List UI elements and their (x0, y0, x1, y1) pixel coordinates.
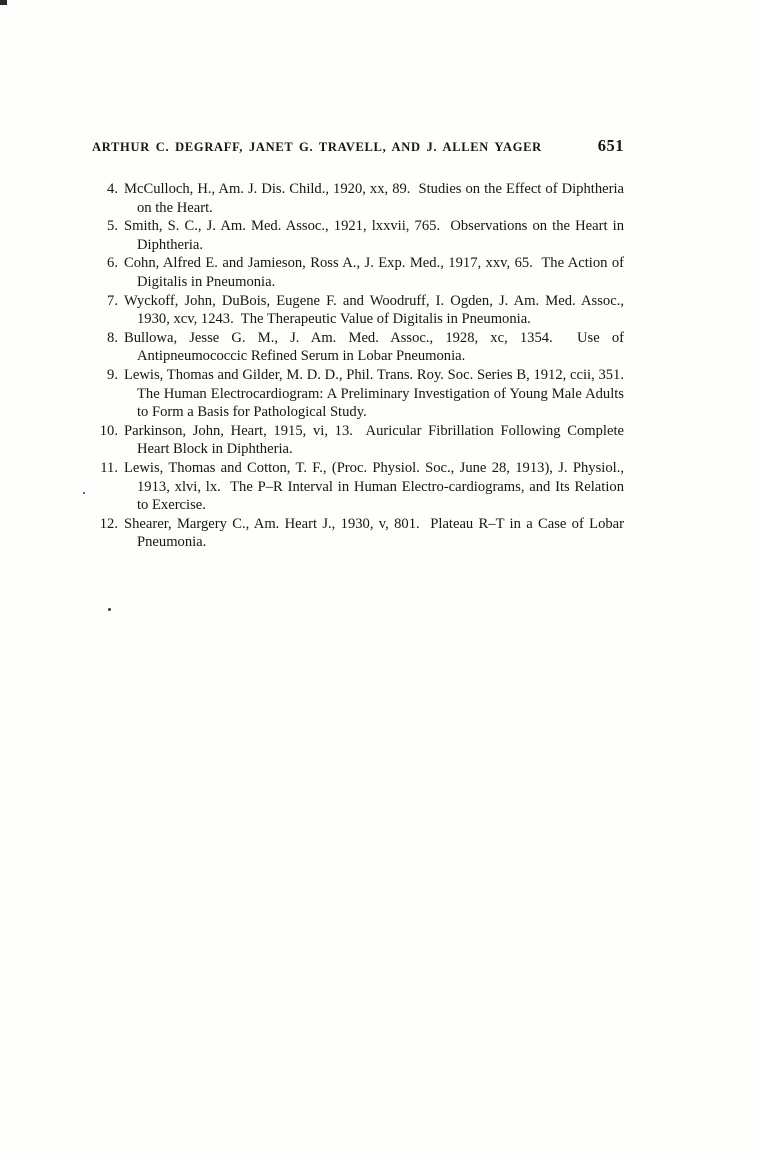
reference-text: McCulloch, H., Am. J. Dis. Child., 1920, xx, 89. Studies on the Effect of Diphtheria on the Heart. (124, 181, 628, 216)
reference-text: Shearer, Margery C., Am. Heart J., 1930, v, 801. Plateau R–T in a Case of Lobar Pneumonia. (124, 515, 628, 551)
running-head (92, 136, 624, 156)
reference-item-8 (92, 329, 627, 366)
reference-number: 12. (99, 515, 118, 532)
reference-text: Cohn, Alfred E. and Jamieson, Ross A., J. Exp. Med., 1917, xxv, 65. The Action of Digitalis in Pneumonia. (124, 255, 628, 290)
reference-list (92, 180, 632, 552)
reference-number: 6. (107, 255, 118, 272)
page-number: 651 (597, 136, 624, 155)
reference-number: 5. (107, 218, 118, 235)
reference-number: 11. (100, 459, 118, 476)
running-head-authors: ARTHUR C. DEGRAFF, JANET G. TRAVELL, AND J. ALLEN YAGER (92, 140, 542, 154)
page-content (92, 136, 632, 552)
reference-number: 8. (107, 329, 118, 346)
reference-text: Parkinson, John, Heart, 1915, vi, 13. Auricular Fibrillation Following Complete Heart Block in Diphtheria. (124, 422, 628, 458)
reference-item-11 (92, 459, 628, 515)
scan-artifact-dot (108, 608, 111, 611)
reference-number: 4. (107, 181, 118, 197)
reference-number: 7. (107, 292, 118, 309)
reference-text: Bullowa, Jesse G. M., J. Am. Med. Assoc., 1928, xc, 1354. Use of Antipneumococcic Refined Serum in Lobar Pneumonia. (124, 329, 627, 365)
reference-text: Wyckoff, John, DuBois, Eugene F. and Woodruff, I. Ogden, J. Am. Med. Assoc., 1930, xcv, 1243. The Therapeutic Value of Digitalis in Pneumonia. (124, 292, 628, 328)
reference-item-5 (92, 217, 628, 254)
reference-item-10 (92, 422, 628, 459)
reference-number: 9. (107, 366, 118, 383)
reference-text: Smith, S. C., J. Am. Med. Assoc., 1921, lxxvii, 765. Observations on the Heart in Diphtheria. (124, 218, 628, 253)
reference-item-12 (92, 515, 628, 552)
reference-number: 10. (99, 422, 118, 439)
reference-item-9 (92, 366, 632, 422)
reference-text: Lewis, Thomas and Gilder, M. D. D., Phil. Trans. Roy. Soc. Series B, 1912, ccii, 351. The Human Electrocardiogram: A Preliminary Investigation of Young Male Adults to Form a Basis for Pathological Study. (124, 366, 632, 421)
reference-item-4 (92, 180, 628, 217)
reference-item-6 (92, 254, 628, 291)
reference-text: Lewis, Thomas and Cotton, T. F., (Proc. Physiol. Soc., June 28, 1913), J. Physiol., 1913, xlvi, lx. The P–R Interval in Human Electro-cardiograms, and Its Relation to Exercise. (124, 459, 628, 514)
scan-artifact-dot (83, 492, 85, 494)
scan-corner-artifact (0, 0, 7, 5)
reference-item-7 (92, 292, 628, 329)
